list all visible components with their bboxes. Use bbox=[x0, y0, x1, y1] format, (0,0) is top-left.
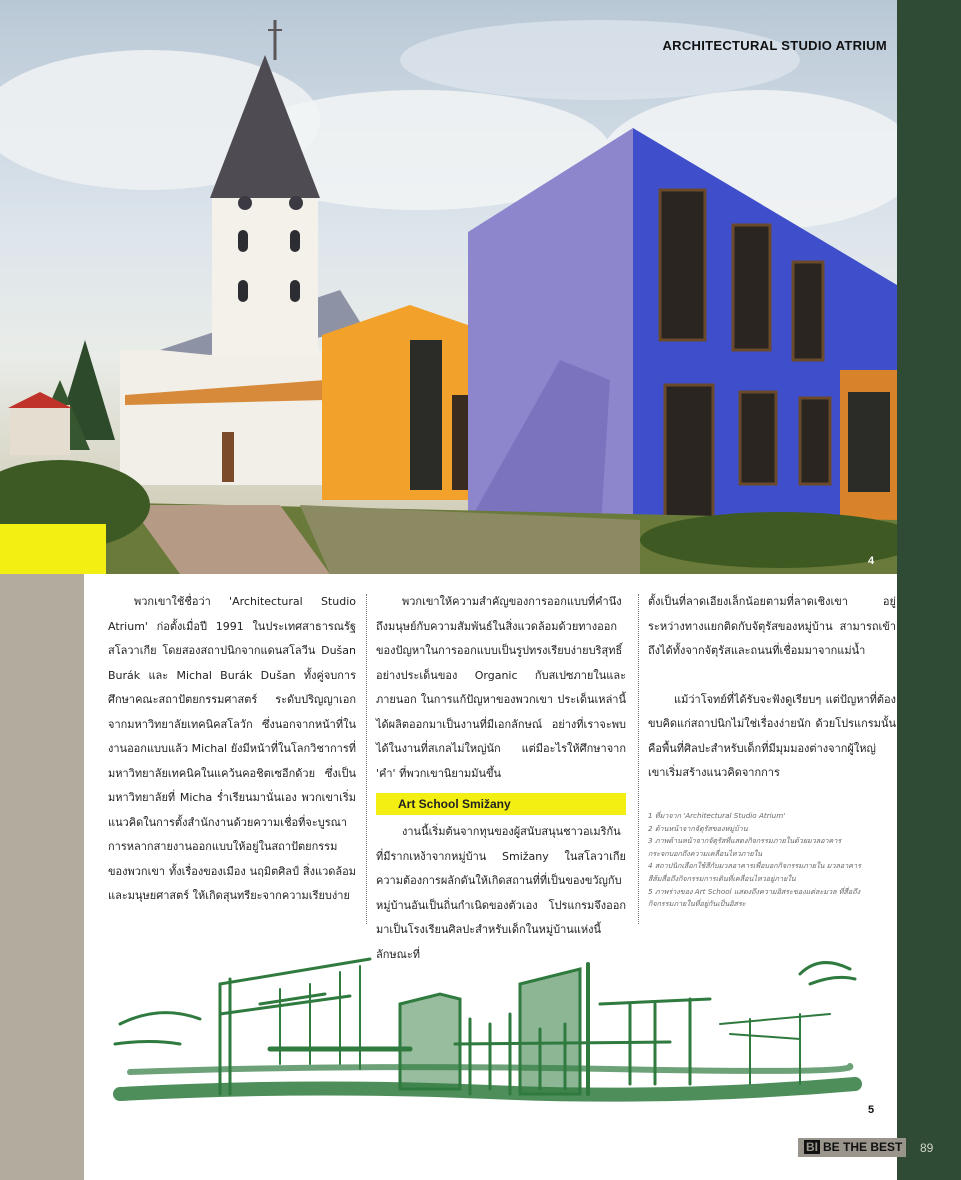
magazine-footer-brand bbox=[798, 1138, 906, 1157]
section-title: ARCHITECTURAL STUDIO ATRIUM bbox=[662, 38, 887, 53]
caption-line: กระจกบอกถึงความเคลื่อนไหวภายใน bbox=[648, 848, 763, 858]
text-column-2 bbox=[376, 590, 626, 786]
column-1-paragraph: พวกเขาใช้ชื่อว่า 'Architectural Studio Atrium' ก่อตั้งเมื่อปี 1991 ในประเทศสาธารณรัฐสโลวาเกีย โดยสองสถาปนิกจากแดนสโลวีน Dušan Burák และ Michal Burák Dušan ทั้งคู่จบการศึกษาคณะสถาปัตยกรรมศาสตร์ ระดับปริญญาเอกจากมหาวิทยาลัยเทคนิคสโลวัก ซึ่งนอกจากหน้าที่ในงานออกแบบแล้ว Michal ยังมีหน้าที่ในโลกวิชาการที่มหาวิทยาลัยเทคนิคในแคว้นคอชิตเซอีกด้วย ซึ่งเป็นมหาวิทยาลัยที่ Micha ร่ำเรียนมานั่นเอง พวกเขาเริ่มแนวคิดในการตั้งสำนักงานด้วยความเชื่อที่จะบูรณาการหลากสายงานออกแบบให้อยู่ในสถาปัตยกรรมของพวกเขา ทั้งเรื่องของเมือง นฤมิตศิลป์ สิ่งแวดล้อม และมนุษยศาสตร์ ให้เกิดสุนทรียะจากความเรียบง่าย bbox=[108, 595, 356, 902]
magazine-logo-icon: BI bbox=[806, 1140, 818, 1154]
building-photo bbox=[0, 0, 897, 574]
magazine-name: BE THE BEST bbox=[823, 1140, 903, 1154]
column-divider-1 bbox=[366, 594, 367, 924]
column-3-paragraph: ตั้งเป็นที่ลาดเอียงเล็กน้อยตามที่ลาดเชิงเขา อยู่ระหว่างทางแยกติดกับจัตุรัสของหมู่บ้าน สามารถเข้าถึงได้ทั้งจากจัตุรัสและถนนที่เชื่อมมาจากแม่น้ำ bbox=[648, 595, 896, 657]
subheading: Art School Smižany bbox=[376, 793, 626, 815]
figure-captions bbox=[648, 810, 896, 911]
caption-line: 3 ภาพด้านหน้าจากจัตุรัสที่แสดงกิจกรรมภายในด้วยมวลอาคาร bbox=[648, 836, 842, 846]
figure-number-5: 5 bbox=[868, 1104, 875, 1116]
page-number: 89 bbox=[920, 1141, 934, 1155]
text-column-3 bbox=[648, 590, 896, 786]
photo-illustration bbox=[0, 0, 897, 574]
figure-number-4: 4 bbox=[868, 555, 875, 567]
right-color-strip bbox=[897, 0, 961, 1180]
caption-line: 5 ภาพร่างของ Art School แสดงถึงความอิสระของแต่ละมวล ที่สื่อถึง bbox=[648, 886, 861, 896]
yellow-accent-block bbox=[0, 524, 106, 574]
text-column-1 bbox=[108, 590, 356, 909]
caption-line: 1 ที่มาจาก 'Architectural Studio Atrium' bbox=[648, 811, 786, 820]
caption-line: กิจกรรมภายในที่อยู่กันเป็นอิสระ bbox=[648, 899, 746, 909]
column-2-paragraph-2: งานนี้เริ่มต้นจากทุนของผู้สนับสนุนชาวอเมริกันที่มีรากเหง้าจากหมู่บ้าน Smižany ในสโลวาเกีย ความต้องการผลักดันให้เกิดสถานที่ที่เป็นของขวัญกับหมู่บ้านอันเป็นถิ่นกำเนิดของตัวเอง โปรแกรมจึงออกมาเป็นโรงเรียนศิลปะสำหรับเด็กในหมู่บ้านแห่งนี้ ลักษณะที่ bbox=[376, 825, 626, 961]
column-divider-2 bbox=[638, 594, 639, 924]
architectural-sketch bbox=[110, 944, 870, 1114]
column-2-paragraph: พวกเขาให้ความสำคัญของการออกแบบที่คำนึงถึงมนุษย์กับความสัมพันธ์ในสิ่งแวดล้อมด้วยทางออกของปัญหาในการออกแบบเป็นรูปทรงเรียบง่ายบริสุทธิ์ อย่างประเด็นของ Organic กับสเปซภายในและภายนอก ในการแก้ปัญหาของพวกเขา ประเด็นเหล่านี้ได้ผลิตออกมาเป็นงานที่มีเอกลักษณ์ อย่างที่เราจะพบได้ในงานที่สเกลไม่ใหญ่นัก แต่มีอะไรให้ศึกษาจาก 'คำ' ที่พวกเขานิยามมันขึ้น bbox=[376, 595, 626, 780]
column-3-paragraph-2: แม้ว่าโจทย์ที่ได้รับจะฟังดูเรียบๆ แต่ปัญหาที่ต้องขบคิดแก่สถาปนิกไม่ใช่เรื่องง่ายนัก ด้วยโปรแกรมนั้นคือพื้นที่ศิลปะสำหรับเด็กที่มีมุมมองต่างจากผู้ใหญ่ เขาเริ่มสร้างแนวคิดจากการ bbox=[648, 692, 896, 779]
left-color-strip bbox=[0, 574, 84, 1180]
caption-line: 4 สถาปนิกเลือกใช้สีกับมวลอาคารเพื่อบอกกิจกรรมภายใน มวลอาคาร bbox=[648, 861, 861, 871]
caption-line: สีส้มสื่อถึงกิจกรรมการเดินที่เคลื่อนไหวอยู่ภายใน bbox=[648, 873, 796, 883]
caption-line: 2 ด้านหน้าจากจัตุรัสของหมู่บ้าน bbox=[648, 823, 748, 833]
